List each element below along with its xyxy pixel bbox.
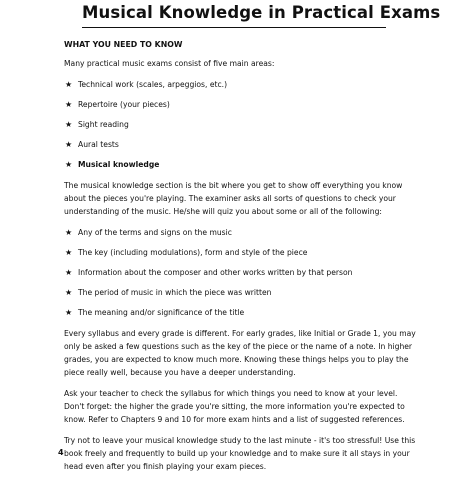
star-icon: ★ (65, 288, 73, 297)
page-number: 4 (58, 448, 64, 457)
last-minute-paragraph: Try not to leave your musical knowledge study to the last minute - it's too stressful! Use this book freely and frequently to build up your knowledge and to make sure it all stays in your head even after you finish playing your exam pieces. (64, 436, 416, 471)
star-icon: ★ (65, 268, 73, 277)
title-block (82, 2, 441, 24)
star-icon: ★ (65, 80, 73, 89)
list-item: ★ The period of music in which the piece was written (65, 288, 272, 297)
topics-list (64, 226, 416, 319)
page-title: Musical Knowledge in Practical Exams (82, 3, 441, 22)
star-icon: ★ (65, 120, 73, 129)
list-item: ★ The meaning and/or significance of the title (65, 308, 245, 317)
section-heading: WHAT YOU NEED TO KNOW (64, 40, 183, 49)
star-icon: ★ (65, 160, 73, 169)
list-item: ★ Any of the terms and signs on the music (65, 228, 232, 237)
title-underline (82, 27, 386, 28)
knowledge-paragraph: The musical knowledge section is the bit where you get to show off everything you know about the pieces you're playing. The examiner asks all sorts of questions to check your understanding of the music. He/she will quiz you about some or all of the following: (64, 181, 403, 216)
list-item: ★ Musical knowledge (65, 160, 160, 169)
list-item: ★ Repertoire (your pieces) (65, 100, 170, 109)
list-item: ★ The key (including modulations), form and style of the piece (65, 248, 308, 257)
star-icon: ★ (65, 140, 73, 149)
star-icon: ★ (65, 248, 73, 257)
exam-areas-list (64, 78, 416, 171)
list-item: ★ Information about the composer and other works written by that person (65, 268, 353, 277)
star-icon: ★ (65, 100, 73, 109)
syllabus-paragraph: Every syllabus and every grade is different. For early grades, like Initial or Grade 1, you may only be asked a few questions such as the key of the piece or the name of a note. In higher grades, you are expected to know much more. Knowing these things helps you to play the piece really well, because you have a deeper understanding. (64, 329, 416, 377)
list-item: ★ Sight reading (65, 120, 129, 129)
teacher-paragraph: Ask your teacher to check the syllabus for which things you need to know at your level. Don't forget: the higher the grade you're sitting, the more information you're expected to know. Refer to Chapters 9 and 10 for more exam hints and a list of suggested references. (64, 389, 405, 424)
list-item: ★ Technical work (scales, arpeggios, etc.) (65, 80, 228, 89)
star-icon: ★ (65, 308, 73, 317)
star-icon: ★ (65, 228, 73, 237)
intro-paragraph: Many practical music exams consist of five main areas: (64, 59, 275, 68)
main-content (64, 38, 416, 481)
list-item: ★ Aural tests (65, 140, 119, 149)
